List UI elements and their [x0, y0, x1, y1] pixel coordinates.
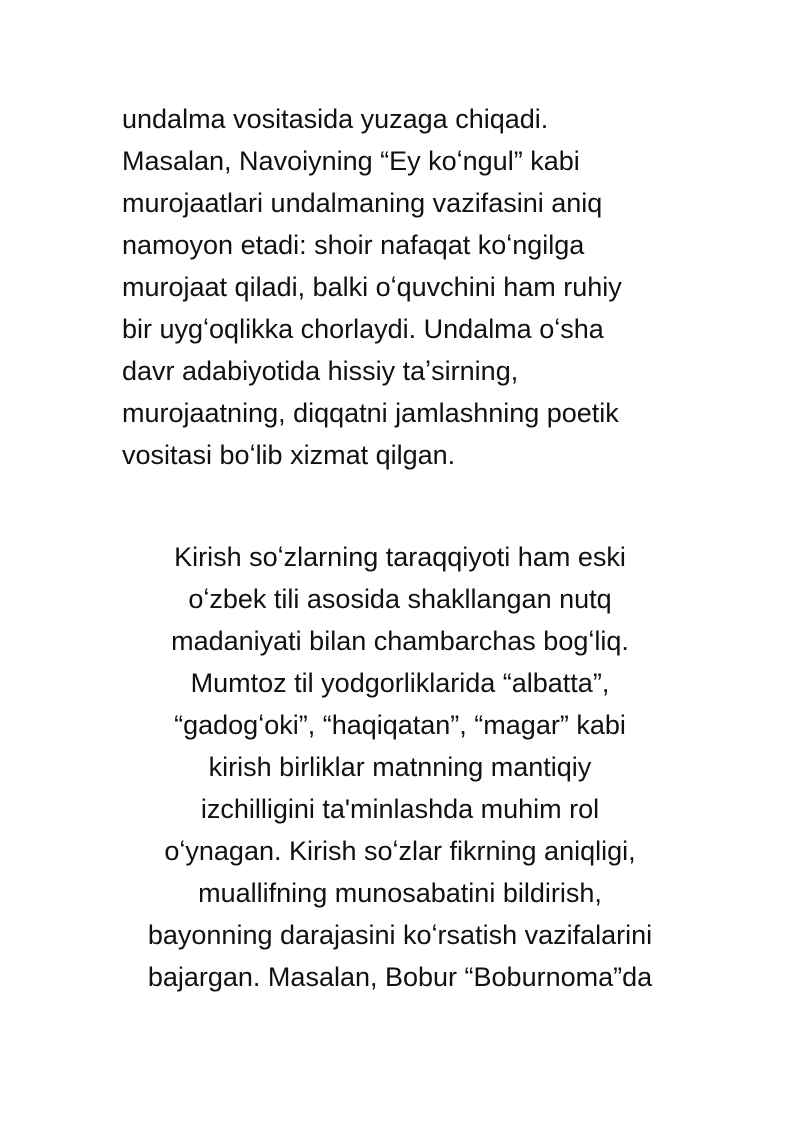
text-line: Mumtoz til yodgorliklarida “albatta”,	[190, 668, 610, 698]
text-line: bir uygʻoqlikka chorlaydi. Undalma oʻsha	[122, 314, 604, 344]
text-line: vositasi boʻlib xizmat qilgan.	[122, 440, 456, 470]
text-line: oʻynagan. Kirish soʻzlar fikrning aniqligi,	[164, 836, 636, 866]
text-line: murojaatning, diqqatni jamlashning poetik	[122, 398, 619, 428]
text-line: Masalan, Navoiyning “Ey koʻngul” kabi	[122, 146, 580, 176]
text-line: davr adabiyotida hissiy taʼsirning,	[122, 356, 519, 386]
text-line: kirish birliklar matnning mantiqiy	[208, 752, 592, 782]
text-line: Kirish soʻzlarning taraqqiyoti ham eski	[174, 542, 626, 572]
text-line: murojaatlari undalmaning vazifasini aniq	[122, 188, 603, 218]
text-line: murojaat qiladi, balki oʻquvchini ham ruhiy	[122, 272, 622, 302]
text-line: izchilligini ta'minlashda muhim rol	[200, 794, 600, 824]
text-line: oʻzbek tili asosida shakllangan nutq	[188, 584, 612, 614]
text-line: “gadogʻoki”, “haqiqatan”, “magar” kabi	[174, 710, 626, 740]
text-line: namoyon etadi: shoir nafaqat koʻngilga	[122, 230, 585, 260]
text-line: bayonning darajasini koʻrsatish vazifalarini	[147, 920, 653, 950]
text-line: madaniyati bilan chambarchas bogʻliq.	[171, 626, 629, 656]
text-line: bajargan. Masalan, Bobur “Boburnoma”da	[147, 962, 653, 992]
text-line: undalma vositasida yuzaga chiqadi.	[122, 104, 549, 134]
text-line: muallifning munosabatini bildirish,	[198, 878, 602, 908]
